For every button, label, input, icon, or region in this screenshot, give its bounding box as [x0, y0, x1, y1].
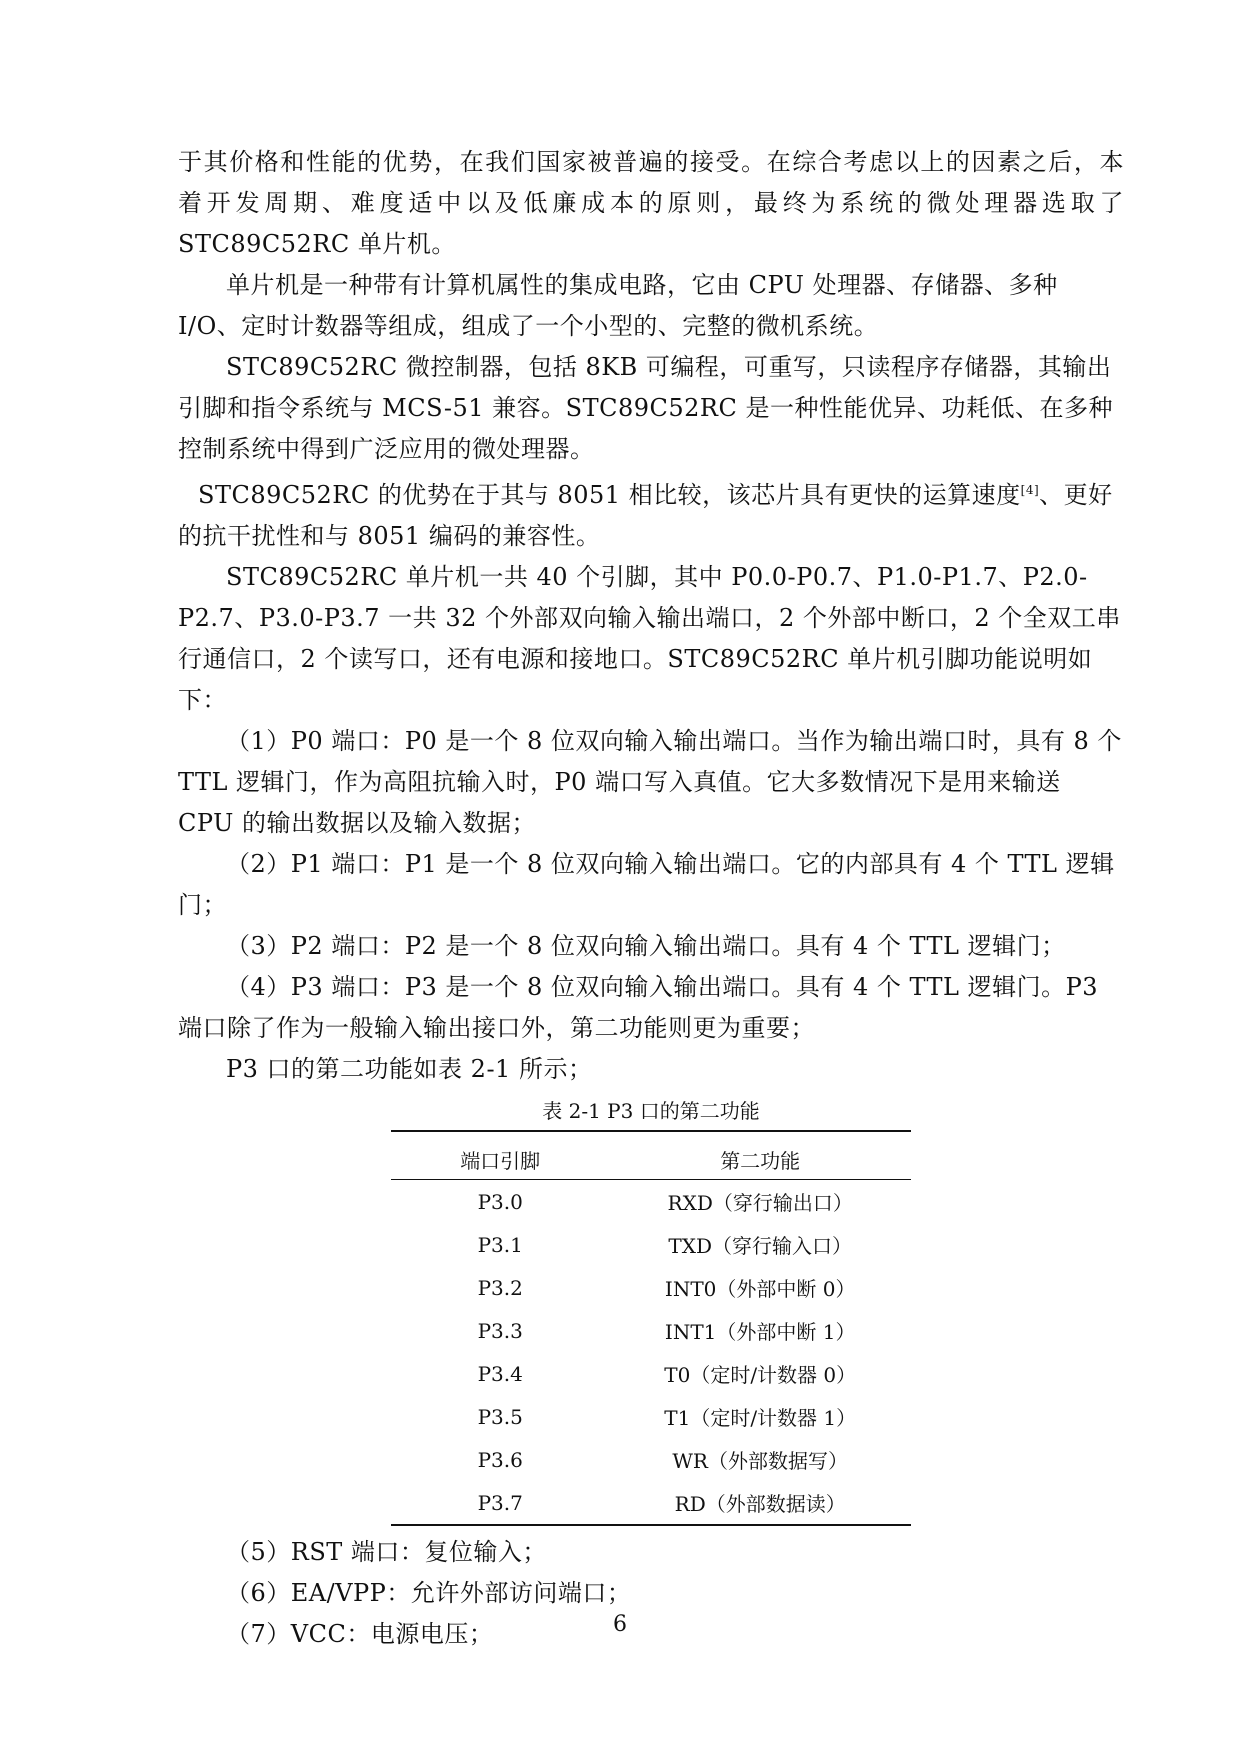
table-cell-port: P3.7 [391, 1481, 609, 1525]
table-cell-port: P3.3 [477, 1318, 523, 1343]
table-header-function: 第二功能 [609, 1131, 911, 1180]
table-row [391, 1309, 911, 1352]
table-cell-port: P3.6 [477, 1447, 523, 1472]
table-row [391, 1180, 911, 1224]
paragraph-1-line-2: 着开发周期、难度适中以及低廉成本的原则，最终为系统的微处理器选取了 [178, 189, 1124, 217]
table-row [391, 1223, 911, 1266]
paragraph-11: （5）RST 端口：复位输入； [226, 1538, 547, 1566]
paragraph-4-text-b: 、更好的抗干扰性和与 8051 编码的兼容性。 [178, 481, 1113, 550]
table-row [391, 1481, 911, 1525]
paragraph-9: （4）P3 端口：P3 是一个 8 位双向输入输出端口。具有 4 个 TTL 逻辑门。P3 端口除了作为一般输入输出接口外，第二功能则更为重要； [178, 973, 1098, 1042]
table-cell-port: P3.5 [477, 1404, 523, 1429]
table-cell-port: P3.0 [477, 1189, 523, 1214]
paragraph-8: （3）P2 端口：P2 是一个 8 位双向输入输出端口。具有 4 个 TTL 逻辑门； [226, 932, 1066, 960]
page-number: 6 [613, 1612, 627, 1637]
citation-ref: [4] [1020, 483, 1040, 497]
table-cell-port: P3.2 [477, 1275, 523, 1300]
paragraph-10: P3 口的第二功能如表 2-1 所示； [226, 1055, 593, 1083]
table-header-row [391, 1131, 911, 1180]
table-caption: 表 2-1 P3 口的第二功能 [542, 1099, 760, 1123]
table-cell-function: TXD（穿行输入口） [668, 1234, 852, 1258]
paragraph-1-line-1: 于其价格和性能的优势，在我们国家被普遍的接受。在综合考虑以上的因素之后，本 [178, 148, 1124, 176]
table-row [391, 1438, 911, 1481]
table-cell-function: T1（定时/计数器 1） [664, 1406, 857, 1430]
table-cell-port: P3.1 [477, 1232, 523, 1257]
table-row [391, 1266, 911, 1309]
table-cell-function: RXD（穿行输出口） [667, 1191, 853, 1215]
table-row [391, 1352, 911, 1395]
table-cell-function: INT1（外部中断 1） [664, 1320, 856, 1344]
paragraph-13: （7）VCC：电源电压； [226, 1620, 494, 1648]
paragraph-6: （1）P0 端口：P0 是一个 8 位双向输入输出端口。当作为输出端口时，具有 8 个 TTL 逻辑门，作为高阻抗输入时，P0 端口写入真值。它大多数情况下是用来输送 CPU 的输出数据以及输入数据； [178, 727, 1122, 837]
paragraph-3: STC89C52RC 微控制器，包括 8KB 可编程，可重写，只读程序存储器，其输出引脚和指令系统与 MCS-51 兼容。STC89C52RC 是一种性能优异、功耗低、在多种控制系统中得到广泛应用的微处理器。 [178, 353, 1113, 463]
table-cell-port: P3.4 [477, 1361, 523, 1386]
paragraph-5: STC89C52RC 单片机一共 40 个引脚，其中 P0.0-P0.7、P1.0-P1.7、P2.0-P2.7、P3.0-P3.7 一共 32 个外部双向输入输出端口，2 个外部中断口，2 个全双工串行通信口，2 个读写口，还有电源和接地口。STC89C52RC 单片机引脚功能说明如下： [178, 563, 1121, 714]
table-header-port: 端口引脚 [391, 1131, 609, 1180]
paragraph-2: 单片机是一种带有计算机属性的集成电路，它由 CPU 处理器、存储器、多种 I/O、定时计数器等组成，组成了一个小型的、完整的微机系统。 [178, 271, 1058, 340]
p3-function-table [391, 1130, 911, 1526]
table-cell-function: WR（外部数据写） [672, 1449, 848, 1473]
document-page [178, 142, 1124, 1655]
paragraph-4-text-a: STC89C52RC 的优势在于其与 8051 相比较，该芯片具有更快的运算速度 [198, 481, 1021, 509]
table-row [391, 1395, 911, 1438]
table-cell-function: RD（外部数据读） [609, 1481, 911, 1525]
paragraph-1-line-3: STC89C52RC 单片机。 [178, 230, 456, 258]
paragraph-7: （2）P1 端口：P1 是一个 8 位双向输入输出端口。它的内部具有 4 个 TTL 逻辑门； [178, 850, 1115, 919]
table-cell-function: INT0（外部中断 0） [664, 1277, 856, 1301]
paragraph-12: （6）EA/VPP：允许外部访问端口； [226, 1579, 632, 1607]
table-cell-function: T0（定时/计数器 0） [664, 1363, 857, 1387]
paragraph-4 [178, 470, 1124, 557]
